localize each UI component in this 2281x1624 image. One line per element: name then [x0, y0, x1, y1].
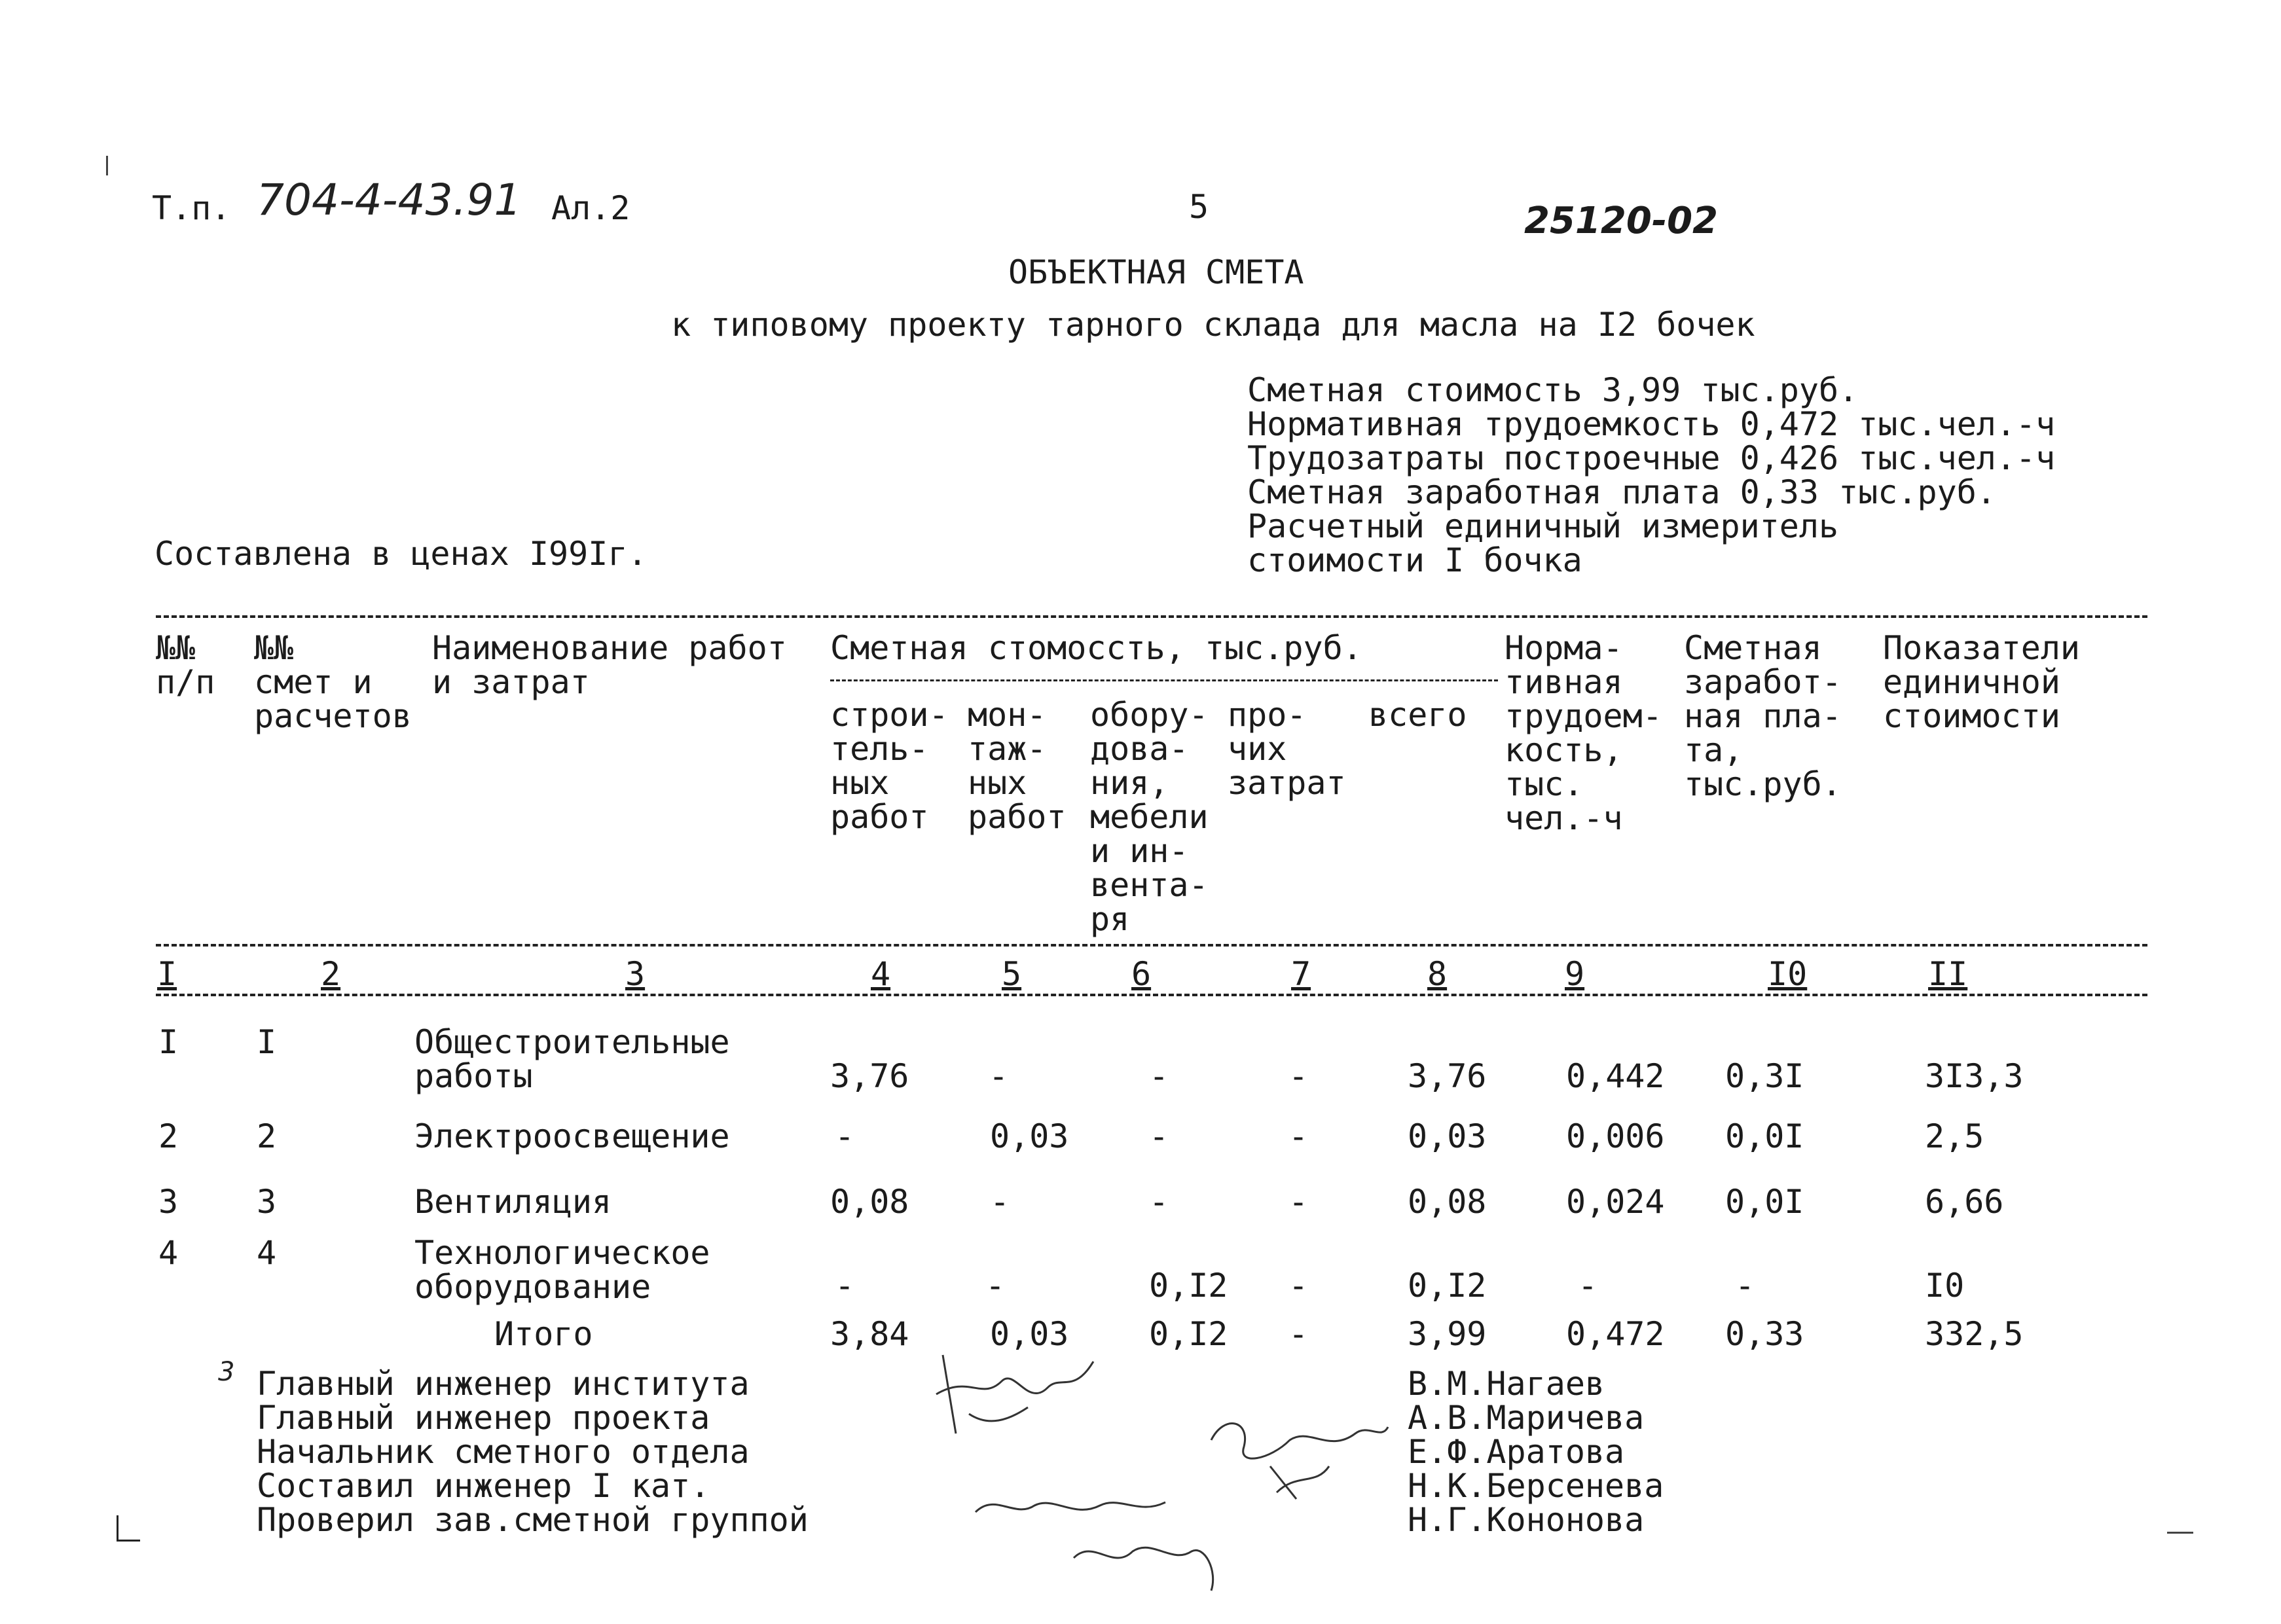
cell-wage: - — [1735, 1267, 1755, 1305]
cell-build: 0,08 — [830, 1183, 909, 1221]
cell-other: - — [1288, 1057, 1309, 1095]
total-unit: 332,5 — [1925, 1315, 2024, 1353]
scan-mark — [117, 1515, 119, 1542]
summary-line: Расчетный единичный измеритель — [1247, 507, 1839, 545]
cell-equip: 0,I2 — [1149, 1267, 1228, 1305]
total-build: 3,84 — [830, 1315, 909, 1353]
page-number: 5 — [1189, 188, 1209, 226]
album-label: Ал.2 — [551, 189, 630, 227]
group-header-rule — [830, 679, 1498, 681]
summary-block — [1247, 373, 2055, 577]
header-labor: Норма- тивная трудоем- кость, тыс. чел.-ч — [1505, 629, 1662, 837]
cell-wage: 0,0I — [1725, 1183, 1804, 1221]
cell-name: Общестроительные работы — [414, 1023, 730, 1095]
tp-label: Т.п. — [152, 189, 231, 227]
cell-other: - — [1288, 1183, 1309, 1221]
cell-equip: - — [1149, 1117, 1169, 1155]
cell-total: 0,I2 — [1408, 1267, 1487, 1305]
cell-mont: - — [990, 1183, 1010, 1221]
cell-unit: I0 — [1925, 1267, 1965, 1305]
signature-name: А.В.Маричева — [1408, 1399, 1645, 1437]
cell-build: 3,76 — [830, 1057, 909, 1095]
total-mont: 0,03 — [990, 1315, 1069, 1353]
handwritten-signature-1 — [930, 1335, 1113, 1453]
cell-name: Технологическое оборудование — [414, 1234, 710, 1306]
column-number: 4 — [871, 955, 891, 993]
cell-wage: 0,0I — [1725, 1117, 1804, 1155]
cell-smeta: I — [257, 1023, 277, 1061]
signature-name: Н.К.Берсенева — [1408, 1467, 1664, 1505]
signature-name: В.М.Нагаев — [1408, 1365, 1605, 1403]
column-number: II — [1928, 955, 1968, 993]
cell-total: 0,03 — [1408, 1117, 1487, 1155]
column-number: 6 — [1131, 955, 1152, 993]
column-number: 7 — [1291, 955, 1311, 993]
header-installation: мон- таж- ных работ — [968, 696, 1067, 836]
header-estimate-number: №№ смет и расчетов — [254, 629, 412, 735]
cell-build: - — [835, 1117, 855, 1155]
cell-mont: 0,03 — [990, 1117, 1069, 1155]
prices-note: Составлена в ценах I99Iг. — [155, 535, 648, 573]
total-other: - — [1288, 1315, 1309, 1353]
header-cost-group: Сметная стомосcть, тыс.руб. — [830, 629, 1362, 667]
handwritten-signature-3 — [969, 1479, 1244, 1597]
cell-n: 2 — [158, 1117, 179, 1155]
cell-other: - — [1288, 1117, 1309, 1155]
summary-line: Сметная заработная плата 0,33 тыс.руб. — [1247, 473, 1996, 511]
cell-equip: - — [1149, 1057, 1169, 1095]
cell-smeta: 3 — [257, 1183, 277, 1221]
cell-labor: - — [1578, 1267, 1598, 1305]
signature-title: Главный инженер института — [257, 1365, 750, 1403]
signature-names — [1408, 1367, 1664, 1537]
signature-title: Составил инженер I кат. — [257, 1467, 710, 1505]
cell-smeta: 4 — [257, 1234, 277, 1272]
header-unit-cost: Показатели единичной стоимости — [1883, 629, 2081, 735]
signature-name: Н.Г.Кононова — [1408, 1501, 1645, 1539]
document-title: ОБЪЕКТНАЯ СМЕТА — [1008, 253, 1304, 291]
cell-total: 0,08 — [1408, 1183, 1487, 1221]
header-row-number: №№ п/п — [156, 629, 215, 701]
cell-smeta: 2 — [257, 1117, 277, 1155]
scan-mark — [2167, 1532, 2193, 1534]
cell-other: - — [1288, 1267, 1309, 1305]
cell-n: I — [158, 1023, 179, 1061]
signature-title: Главный инженер проекта — [257, 1399, 710, 1437]
cell-n: 3 — [158, 1183, 179, 1221]
summary-line: Сметная стоимость 3,99 тыс.руб. — [1247, 371, 1859, 409]
header-bottom-rule — [156, 944, 2147, 947]
column-number: 3 — [625, 955, 646, 993]
signature-name: Е.Ф.Аратова — [1408, 1433, 1625, 1471]
total-labor: 0,472 — [1566, 1315, 1665, 1353]
cell-name: Вентиляция — [414, 1183, 612, 1221]
cell-total: 3,76 — [1408, 1057, 1487, 1095]
header-construction: строи- тель- ных работ — [830, 696, 949, 836]
doc-number: 25120-02 — [1524, 200, 1718, 242]
project-code: 704-4-43.91 — [257, 175, 522, 225]
total-wage: 0,33 — [1725, 1315, 1804, 1353]
scan-mark — [106, 156, 108, 175]
total-label: Итого — [494, 1315, 593, 1353]
cell-labor: 0,006 — [1566, 1117, 1665, 1155]
column-number: I — [157, 955, 177, 993]
summary-line: Нормативная трудоемкость 0,472 тыс.чел.-ч — [1247, 405, 2056, 443]
total-total: 3,99 — [1408, 1315, 1487, 1353]
cell-equip: - — [1149, 1183, 1169, 1221]
summary-line: стоимости I бочка — [1247, 541, 1582, 579]
cell-name: Электроосвещение — [414, 1117, 730, 1155]
header-wage: Сметная заработ- ная пла- та, тыс.руб. — [1684, 629, 1842, 803]
column-number: 5 — [1002, 955, 1022, 993]
column-number: 2 — [321, 955, 341, 993]
scan-mark — [117, 1540, 140, 1542]
cell-labor: 0,024 — [1566, 1183, 1665, 1221]
column-number: 9 — [1565, 955, 1585, 993]
cell-mont: - — [985, 1267, 1006, 1305]
header-total: всего — [1368, 696, 1467, 734]
cell-unit: 6,66 — [1925, 1183, 2004, 1221]
header-other: про- чих затрат — [1228, 696, 1346, 802]
document-subtitle: к типовому проекту тарного склада для масла на I2 бочек — [671, 306, 1755, 344]
cell-build: - — [835, 1267, 855, 1305]
signature-titles — [257, 1367, 809, 1537]
table-top-rule — [156, 615, 2147, 618]
header-work-name: Наименование работ и затрат — [432, 629, 787, 701]
column-number: I0 — [1768, 955, 1808, 993]
cell-n: 4 — [158, 1234, 179, 1272]
header-equipment: обору- дова- ния, мебели и ин- вента- ря — [1090, 696, 1209, 938]
total-equip: 0,I2 — [1149, 1315, 1228, 1353]
signature-mark: 3 — [218, 1357, 235, 1387]
cell-mont: - — [989, 1057, 1009, 1095]
signature-title: Проверил зав.сметной группой — [257, 1501, 809, 1539]
column-number: 8 — [1427, 955, 1448, 993]
summary-line: Трудозатраты построечные 0,426 тыс.чел.-ч — [1247, 439, 2056, 477]
cell-unit: 3I3,3 — [1925, 1057, 2024, 1095]
column-numbers-rule — [156, 994, 2147, 996]
cell-labor: 0,442 — [1566, 1057, 1665, 1095]
cell-wage: 0,3I — [1725, 1057, 1804, 1095]
signature-title: Начальник сметного отдела — [257, 1433, 750, 1471]
cell-unit: 2,5 — [1925, 1117, 1984, 1155]
